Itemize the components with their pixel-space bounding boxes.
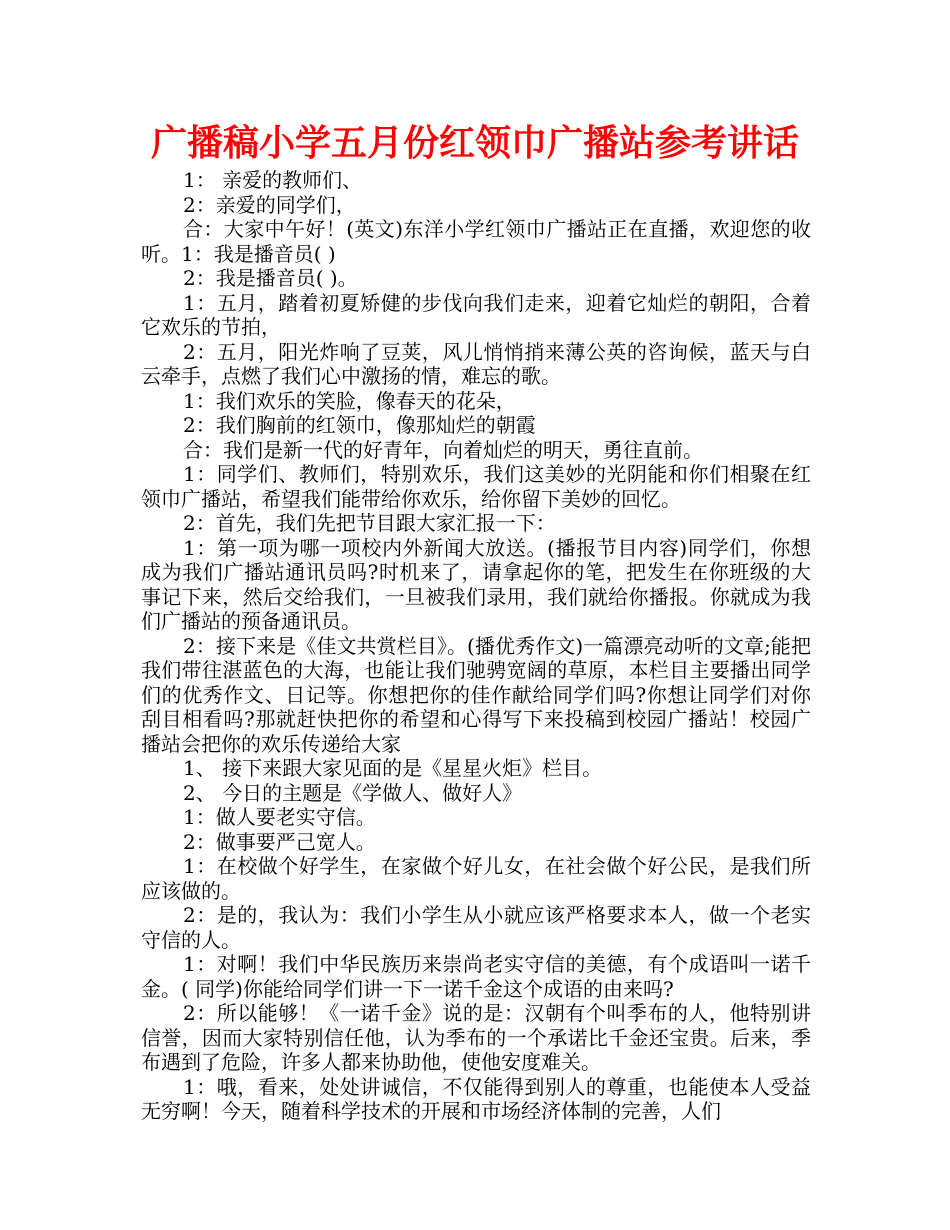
paragraph: 1：在校做个好学生，在家做个好儿女，在社会做个好公民，是我们所应该做的。 <box>141 854 811 903</box>
paragraph: 1：第一项为哪一项校内外新闻大放送。(播报节目内容)同学们，你想成为我们广播站通讯员吗?时机来了，请拿起你的笔，把发生在你班级的大事记下来，然后交给我们，一旦被我们录用，我们就给你播报。你就成为我们广播站的预备通讯员。 <box>141 535 811 633</box>
paragraph: 1、 接下来跟大家见面的是《星星火炬》栏目。 <box>183 756 603 780</box>
paragraph: 2、 今日的主题是《学做人、做好人》 <box>183 780 523 805</box>
paragraph: 2：我是播音员( )。 <box>183 266 358 290</box>
paragraph: 1：哦，看来，处处讲诚信，不仅能得到别人的尊重，也能使本人受益无穷啊！今天，随着科学技术的开展和市场经济体制的完善，人们 <box>141 1074 811 1123</box>
paragraph: 合：我们是新一代的好青年，向着灿烂的明天，勇往直前。 <box>183 437 703 462</box>
paragraph: 1：做人要老实守信。 <box>183 805 376 829</box>
paragraph: 1： 亲爱的教师们、 <box>183 168 363 192</box>
paragraph: 2：我们胸前的红领巾，像那灿烂的朝霞 <box>183 413 536 437</box>
document-body <box>141 168 811 1124</box>
paragraph: 1：同学们、教师们，特别欢乐，我们这美妙的光阴能和你们相聚在红领巾广播站，希望我们能带给你欢乐，给你留下美妙的回忆。 <box>141 462 811 511</box>
paragraph: 2：做事要严己宽人。 <box>183 829 376 854</box>
paragraph: 2：所以能够！《一诺千金》说的是：汉朝有个叫季布的人，他特别讲信誉，因而大家特别信任他，认为季布的一个承诺比千金还宝贵。后来，季布遇到了危险，许多人都来协助他，使他安度难关。 <box>141 1001 811 1074</box>
paragraph: 2：亲爱的同学们， <box>183 192 356 217</box>
paragraph: 1：五月，踏着初夏矫健的步伐向我们走来，迎着它灿烂的朝阳，合着它欢乐的节拍， <box>141 290 811 339</box>
paragraph: 1：对啊！我们中华民族历来崇尚老实守信的美德，有个成语叫一诺千金。( 同学)你能给同学们讲一下一诺千金这个成语的由来吗? <box>141 952 811 1001</box>
document-title: 广播稿小学五月份红领巾广播站参考讲话 <box>150 123 799 164</box>
paragraph: 2：首先，我们先把节目跟大家汇报一下： <box>183 511 556 535</box>
paragraph: 2：五月，阳光炸响了豆荚，风儿悄悄捎来薄公英的咨询候，蓝天与白云牵手，点燃了我们心中激扬的情，难忘的歌。 <box>141 339 811 388</box>
paragraph: 2：接下来是《佳文共赏栏目》。(播优秀作文)一篇漂亮动听的文章;能把我们带往湛蓝色的大海，也能让我们驰骋宽阔的草原，本栏目主要播出同学们的优秀作文、日记等。你想把你的佳作献给同学们吗?你想让同学们对你刮目相看吗?那就赶快把你的希望和心得写下来投稿到校园广播站！校园广播站会把你的欢乐传递给大家 <box>141 633 811 756</box>
paragraph: 1：我们欢乐的笑脸，像春天的花朵， <box>183 388 516 413</box>
paragraph: 合：大家中午好！(英文)东洋小学红领巾广播站正在直播，欢迎您的收听。1：我是播音员( ) <box>141 217 811 266</box>
paragraph: 2：是的，我认为：我们小学生从小就应该严格要求本人，做一个老实守信的人。 <box>141 903 811 952</box>
